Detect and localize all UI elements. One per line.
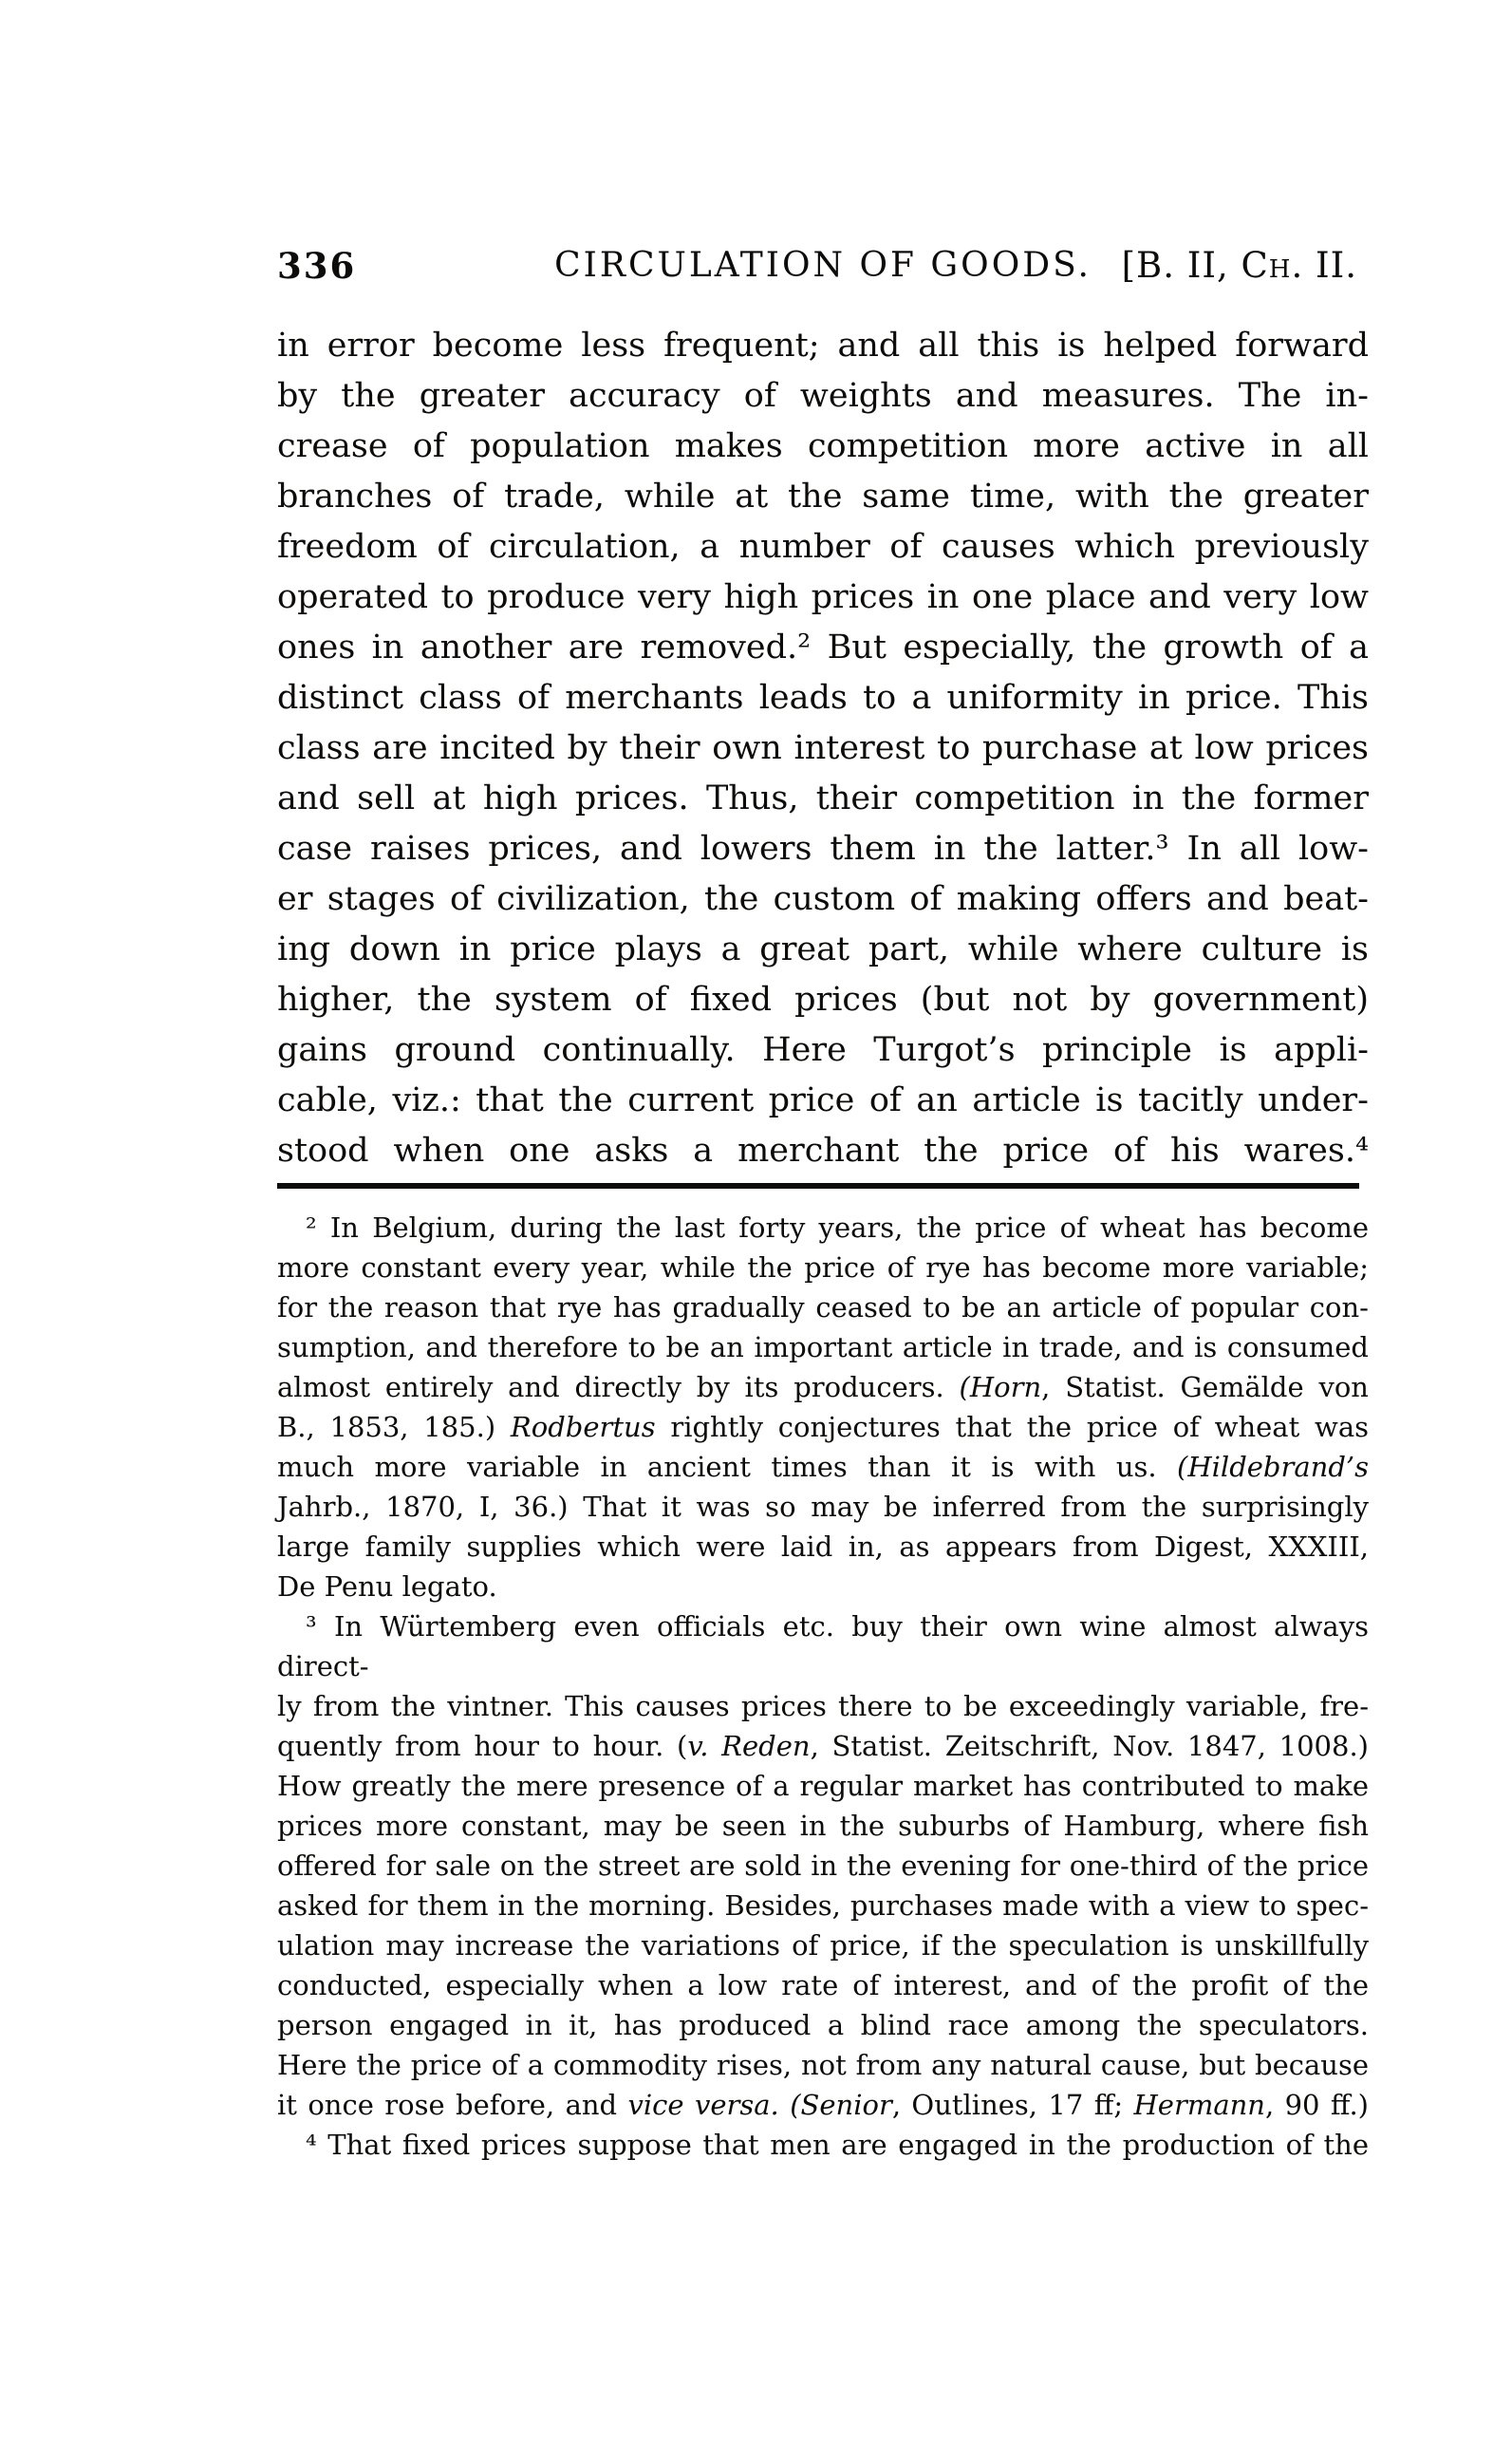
body-line: freedom of circulation, a number of causes which previously [277, 528, 1369, 566]
body-line: operated to produce very high prices in one place and very low [277, 578, 1369, 616]
body-line: ones in another are removed.² But especially, the growth of a [277, 629, 1369, 667]
footnote-3 [277, 1606, 1369, 2125]
footnote-line: Here the price of a commodity rises, not from any natural cause, but because [277, 2049, 1369, 2081]
footnote-line: conducted, especially when a low rate of interest, and of the profit of the [277, 1969, 1369, 2001]
body-line: case raises prices, and lowers them in the latter.³ In all low- [277, 830, 1369, 868]
body-line: branches of trade, while at the same time, with the greater [277, 478, 1369, 516]
body-line: distinct class of merchants leads to a uniformity in price. This [277, 679, 1369, 717]
body-line: ing down in price plays a great part, while where culture is [277, 930, 1369, 968]
footnote-line: sumption, and therefore to be an important article in trade, and is consumed [277, 1331, 1369, 1363]
footnote-line: large family supplies which were laid in, as appears from Digest, XXXIII, [277, 1530, 1369, 1563]
footnote-4 [277, 2125, 1369, 2165]
body-line: crease of population makes competition more active in all [277, 427, 1369, 465]
footnote-line: quently from hour to hour. (v. Reden, Statist. Zeitschrift, Nov. 1847, 1008.) [277, 1730, 1369, 1762]
body-line: gains ground continually. Here Turgot’s principle is appli- [277, 1031, 1369, 1069]
footnote-line: Jahrb., 1870, I, 36.) That it was so may be inferred from the surprisingly [277, 1491, 1369, 1523]
footnote-line: almost entirely and directly by its producers. (Horn, Statist. Gemälde von [277, 1371, 1369, 1403]
body-paragraph [277, 321, 1369, 1176]
footnote-line: ulation may increase the variations of price, if the speculation is unskillfully [277, 1929, 1369, 1962]
body-line: cable, viz.: that the current price of an article is tacitly under- [277, 1081, 1369, 1119]
running-title: CIRCULATION OF GOODS. [554, 246, 1092, 285]
body-line: class are incited by their own interest to purchase at low prices [277, 729, 1369, 767]
footnote-line: B., 1853, 185.) Rodbertus rightly conjectures that the price of wheat was [277, 1411, 1369, 1443]
footnotes-section [277, 1208, 1369, 2165]
footnote-line: De Penu legato. [277, 1570, 497, 1603]
body-line: stood when one asks a merchant the price of his wares.⁴ [277, 1132, 1369, 1170]
footnote-line: ly from the vintner. This causes prices there to be exceedingly variable, fre- [277, 1690, 1369, 1722]
footnote-line: person engaged in it, has produced a blind race among the speculators. [277, 2009, 1369, 2041]
footnote-line: it once rose before, and vice versa. (Senior, Outlines, 17 ff; Hermann, 90 ff.) [277, 2089, 1369, 2121]
body-line: and sell at high prices. Thus, their competition in the former [277, 779, 1369, 817]
footnote-line: How greatly the mere presence of a regular market has contributed to make [277, 1770, 1369, 1802]
footnote-line: ⁴ That fixed prices suppose that men are engaged in the production of the [306, 2129, 1369, 2161]
footnote-line: much more variable in ancient times than it is with us. (Hildebrand’s [277, 1451, 1369, 1483]
footnote-line: asked for them in the morning. Besides, purchases made with a view to spec- [277, 1889, 1369, 1922]
footnote-line: offered for sale on the street are sold in the evening for one-third of the price [277, 1850, 1369, 1882]
footnote-line: prices more constant, may be seen in the suburbs of Hamburg, where fish [277, 1810, 1369, 1842]
page-number: 336 [277, 245, 357, 287]
running-header [277, 245, 1369, 298]
body-line: in error become less frequent; and all this is helped forward [277, 327, 1369, 365]
footnote-line: ³ In Würtemberg even officials etc. buy their own wine almost always direct- [277, 1610, 1369, 1682]
body-line: er stages of civilization, the custom of making offers and beat- [277, 880, 1369, 918]
footnote-line: for the reason that rye has gradually ceased to be an article of popular con- [277, 1291, 1369, 1324]
footnote-line: ² In Belgium, during the last forty years, the price of wheat has become [306, 1211, 1369, 1244]
body-line: by the greater accuracy of weights and measures. The in- [277, 377, 1369, 415]
footnote-2 [277, 1208, 1369, 1606]
body-line: higher, the system of fixed prices (but not by government) [277, 981, 1369, 1019]
chapter-reference: [B. II, Ch. II. [1121, 245, 1357, 286]
footnote-line: more constant every year, while the price of rye has become more variable; [277, 1251, 1369, 1284]
footnote-separator-rule [277, 1183, 1359, 1190]
